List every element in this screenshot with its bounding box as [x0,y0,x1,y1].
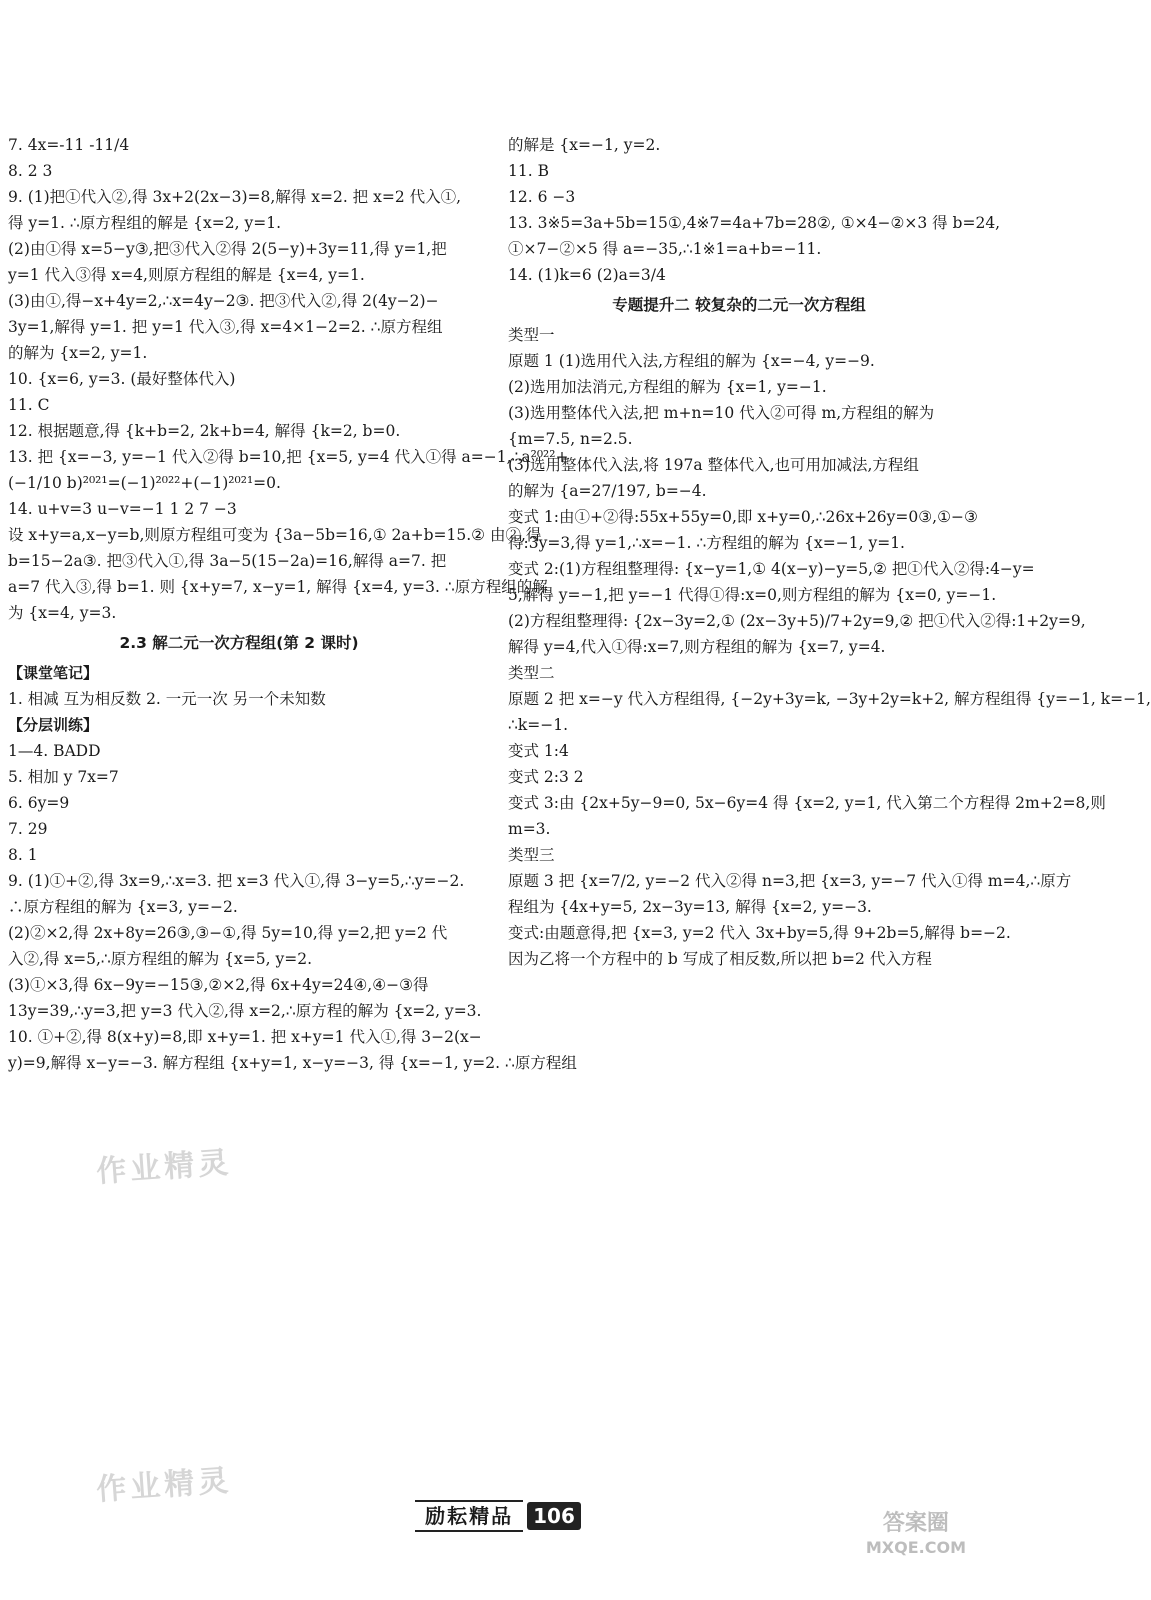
watermark-line-2: MXQE.COM [865,1538,966,1557]
answer-line: 11. C [8,396,50,414]
answer-line: 为 {x=4, y=3. [8,604,117,622]
answer-line: 类型二 [508,664,555,682]
answer-line: 变式 1:由①+②得:55x+55y=0,即 x+y=0,∴26x+26y=0③,①−③ [508,508,978,526]
answer-line: 变式:由题意得,把 {x=3, y=2 代入 3x+by=5,得 9+2b=5,解得 b=−2. [508,924,1011,942]
answer-line: 的解为 {x=2, y=1. [8,344,148,362]
answer-line: 12. 根据题意,得 {k+b=2, 2k+b=4, 解得 {k=2, b=0. [8,422,401,440]
topic-heading: 专题提升二 较复杂的二元一次方程组 [612,296,866,314]
answer-line: (2)选用加法消元,方程组的解为 {x=1, y=−1. [508,378,827,396]
answer-line: 7. 4x=-11 -11/4 [8,136,130,154]
answer-line: b=15−2a③. 把③代入①,得 3a−5(15−2a)=16,解得 a=7. 把 [8,552,447,570]
answer-line: (2)②×2,得 2x+8y=26③,③−①,得 5y=10,得 y=2,把 y=2 代 [8,924,448,942]
answer-line: m=3. [508,820,551,838]
stamp-watermark-1: 作业精灵 [95,1145,234,1190]
answer-line: 10. ①+②,得 8(x+y)=8,即 x+y=1. 把 x+y=1 代入①,得 3−2(x− [8,1028,482,1046]
answer-line: 原题 3 把 {x=7/2, y=−2 代入②得 n=3,把 {x=3, y=−7 代入①得 m=4,∴原方 [508,872,1072,890]
answer-line: 13. 3※5=3a+5b=15①,4※7=4a+7b=28②, ①×4−②×3 得 b=24, [508,214,1001,232]
answer-line: 得 y=1. ∴原方程组的解是 {x=2, y=1. [8,214,282,232]
answer-line: (3)选用整体代入法,把 m+n=10 代入②可得 m,方程组的解为 [508,404,935,422]
answer-line: y=1 代入③得 x=4,则原方程组的解是 {x=4, y=1. [8,266,365,284]
answer-line: 5. 相加 y 7x=7 [8,768,119,786]
answer-line: 11. B [508,162,549,180]
stamp-watermark-2: 作业精灵 [95,1463,234,1508]
answer-line: 得:3y=3,得 y=1,∴x=−1. ∴方程组的解为 {x=−1, y=1. [508,534,905,552]
answer-line: (3)选用整体代入法,将 197a 整体代入,也可用加减法,方程组 [508,456,919,474]
answer-line: 9. (1)①+②,得 3x=9,∴x=3. 把 x=3 代入①,得 3−y=5,∴y=−2. [8,872,465,890]
page-number: 106 [527,1502,581,1530]
answer-line: 8. 1 [8,846,38,864]
answer-line: 7. 29 [8,820,48,838]
brand-label: 励耘精品 [415,1500,523,1532]
answer-line: 原题 1 (1)选用代入法,方程组的解为 {x=−4, y=−9. [508,352,875,370]
training-label: 【分层训练】 [8,716,99,734]
answer-line: ∴k=−1. [508,716,569,734]
answer-line: 1. 相减 互为相反数 2. 一元一次 另一个未知数 [8,690,326,708]
answer-line: 的解是 {x=−1, y=2. [508,136,661,154]
class-notes-label: 【课堂笔记】 [8,664,99,682]
answer-line: 3y=1,解得 y=1. 把 y=1 代入③,得 x=4×1−2=2. ∴原方程组 [8,318,443,336]
answer-line: 13. 把 {x=−3, y=−1 代入②得 b=10,把 {x=5, y=4 代入①得 a=−1,∴a²⁰²²+ [8,448,569,466]
right-column [508,132,1151,972]
answer-line: 14. (1)k=6 (2)a=3/4 [508,266,666,284]
answer-line: a=7 代入③,得 b=1. 则 {x+y=7, x−y=1, 解得 {x=4, y=3. ∴原方程组的解 [8,578,548,596]
answer-line: (2)方程组整理得: {2x−3y=2,① (2x−3y+5)/7+2y=9,② 把①代入②得:1+2y=9, [508,612,1086,630]
answer-line: 变式 2:(1)方程组整理得: {x−y=1,① 4(x−y)−y=5,② 把①代入②得:4−y= [508,560,1035,578]
answer-line: 程组为 {4x+y=5, 2x−3y=13, 解得 {x=2, y=−3. [508,898,872,916]
answer-line: (3)①×3,得 6x−9y=−15③,②×2,得 6x+4y=24④,④−③得 [8,976,429,994]
answer-line: 12. 6 −3 [508,188,576,206]
answer-line: 5,解得 y=−1,把 y=−1 代得①得:x=0,则方程组的解为 {x=0, y=−1. [508,586,997,604]
answer-line: 8. 2 3 [8,162,53,180]
answer-line: 类型一 [508,326,555,344]
answer-line: 解得 y=4,代入①得:x=7,则方程组的解为 {x=7, y=4. [508,638,886,656]
answer-line: 14. u+v=3 u−v=−1 1 2 7 −3 [8,500,237,518]
answer-line: {m=7.5, n=2.5. [508,430,633,448]
answer-line: 的解为 {a=27/197, b=−4. [508,482,707,500]
answer-line: 10. {x=6, y=3. (最好整体代入) [8,370,236,388]
answer-line: (−1/10 b)²⁰²¹=(−1)²⁰²²+(−1)²⁰²¹=0. [8,474,281,492]
watermark-line-1: 答案圈 [882,1511,949,1536]
answer-line: 6. 6y=9 [8,794,70,812]
answer-line: ①×7−②×5 得 a=−35,∴1※1=a+b=−11. [508,240,822,258]
page-footer [0,1500,996,1529]
answer-line: 1—4. BADD [8,742,101,760]
answer-line: 设 x+y=a,x−y=b,则原方程组可变为 {3a−5b=16,① 2a+b=15.② 由②,得 [8,526,542,544]
section-title: 2.3 解二元一次方程组(第 2 课时) [119,634,359,652]
answer-line: 类型三 [508,846,555,864]
answer-line: 入②,得 x=5,∴原方程组的解为 {x=5, y=2. [8,950,312,968]
site-watermark [866,1512,966,1560]
answer-line: 变式 3:由 {2x+5y−9=0, 5x−6y=4 得 {x=2, y=1, 代入第二个方程得 2m+2=8,则 [508,794,1106,812]
answer-line: 9. (1)把①代入②,得 3x+2(2x−3)=8,解得 x=2. 把 x=2 代入①, [8,188,462,206]
answer-line: (3)由①,得−x+4y=2,∴x=4y−2③. 把③代入②,得 2(4y−2)− [8,292,439,310]
answer-line: 变式 1:4 [508,742,569,760]
answer-line: y)=9,解得 x−y=−3. 解方程组 {x+y=1, x−y=−3, 得 {x=−1, y=2. ∴原方程组 [8,1054,577,1072]
answer-line: ∴原方程组的解为 {x=3, y=−2. [8,898,238,916]
answer-line: 因为乙将一个方程中的 b 写成了相反数,所以把 b=2 代入方程 [508,950,932,968]
answer-line: (2)由①得 x=5−y③,把③代入②得 2(5−y)+3y=11,得 y=1,把 [8,240,447,258]
answer-line: 13y=39,∴y=3,把 y=3 代入②,得 x=2,∴原方程的解为 {x=2, y=3. [8,1002,482,1020]
answer-line: 原题 2 把 x=−y 代入方程组得, {−2y+3y=k, −3y+2y=k+2, 解方程组得 {y=−1, k=−1, [508,690,1151,708]
answer-line: 变式 2:3 2 [508,768,584,786]
